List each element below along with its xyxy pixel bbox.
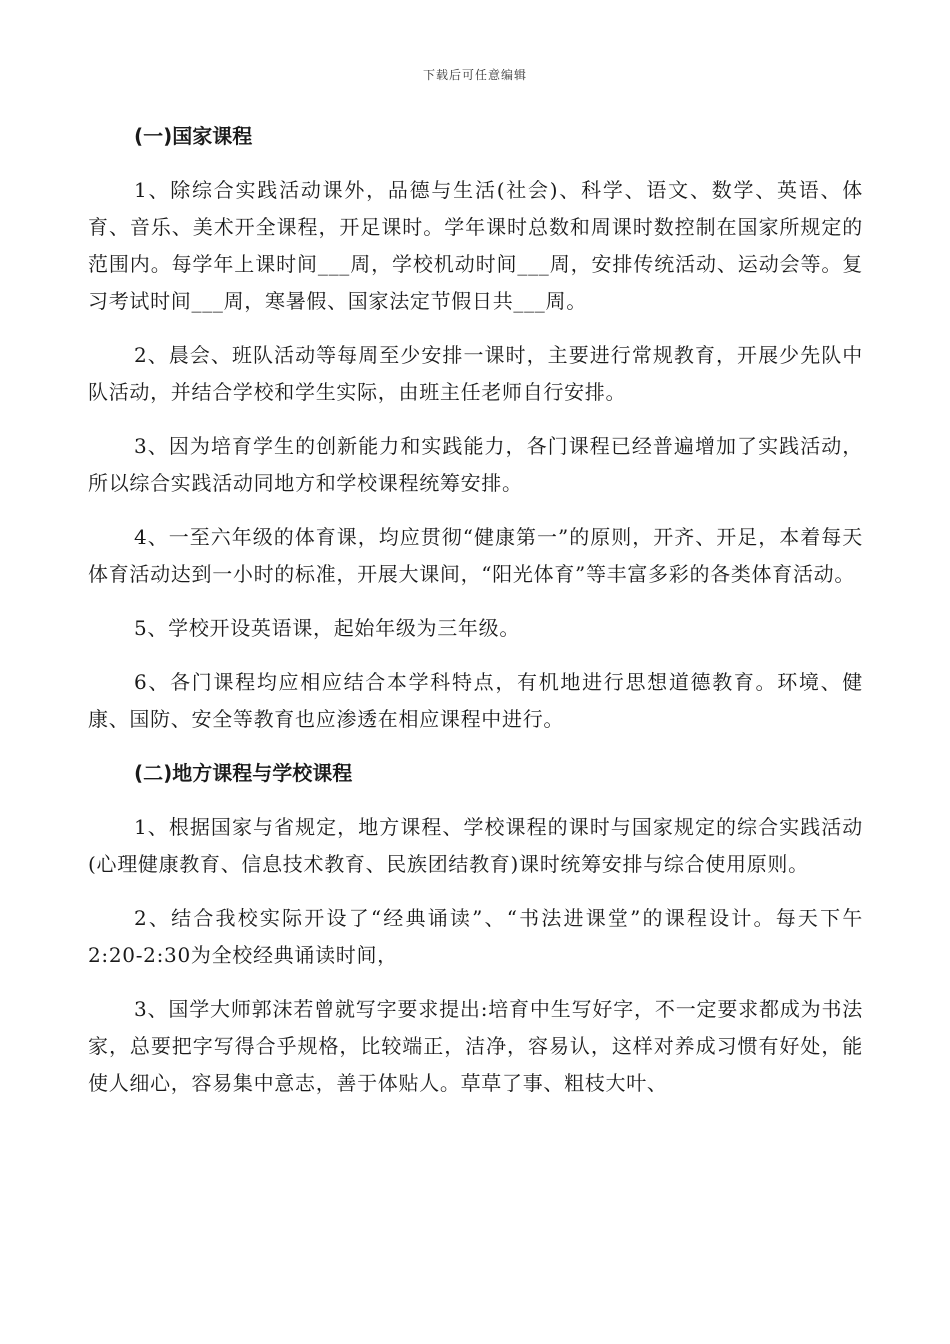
paragraph: 5、学校开设英语课，起始年级为三年级。 [134,616,521,640]
paragraph: 1、根据国家与省规定，地方课程、学校课程的课时与国家规定的综合实践活动(心理健康教育、信息技术教育、民族团结教育)课时统筹安排与综合使用原则。 [88,815,863,876]
paragraph: 2、晨会、班队活动等每周至少安排一课时，主要进行常规教育，开展少先队中队活动，并结合学校和学生实际，由班主任老师自行安排。 [88,343,863,404]
paragraph: 1、除综合实践活动课外，品德与生活(社会)、科学、语文、数学、英语、体育、音乐、美术开全课程，开足课时。学年课时总数和周课时数控制在国家所规定的范围内。每学年上课时间___周，学校机动时间___周，安排传统活动、运动会等。复习考试时间___周，寒暑假、国家法定节假日共___周。 [88,178,863,313]
document-body [88,118,863,1119]
page-header-note: 下载后可任意编辑 [422,68,527,82]
paragraph: 4、一至六年级的体育课，均应贯彻“健康第一”的原则，开齐、开足，本着每天体育活动达到一小时的标准，开展大课间，“阳光体育”等丰富多彩的各类体育活动。 [88,525,863,586]
paragraph: 3、国学大师郭沫若曾就写字要求提出:培育中生写好字，不一定要求都成为书法家，总要把字写得合乎规格，比较端正，洁净，容易认，这样对养成习惯有好处，能使人细心，容易集中意志，善于体贴人。草草了事、粗枝大叶、 [88,997,863,1095]
section-heading-local-school-curriculum: (二)地方课程与学校课程 [134,761,353,785]
section-heading-national-curriculum: (一)国家课程 [134,124,253,148]
paragraph: 6、各门课程均应相应结合本学科特点，有机地进行思想道德教育。环境、健康、国防、安全等教育也应渗透在相应课程中进行。 [88,670,863,731]
paragraph: 3、因为培育学生的创新能力和实践能力，各门课程已经普遍增加了实践活动，所以综合实践活动同地方和学校课程统筹安排。 [88,434,863,495]
paragraph: 2、结合我校实际开设了“经典诵读”、“书法进课堂”的课程设计。每天下午2:20-2:30为全校经典诵读时间， [88,906,863,967]
